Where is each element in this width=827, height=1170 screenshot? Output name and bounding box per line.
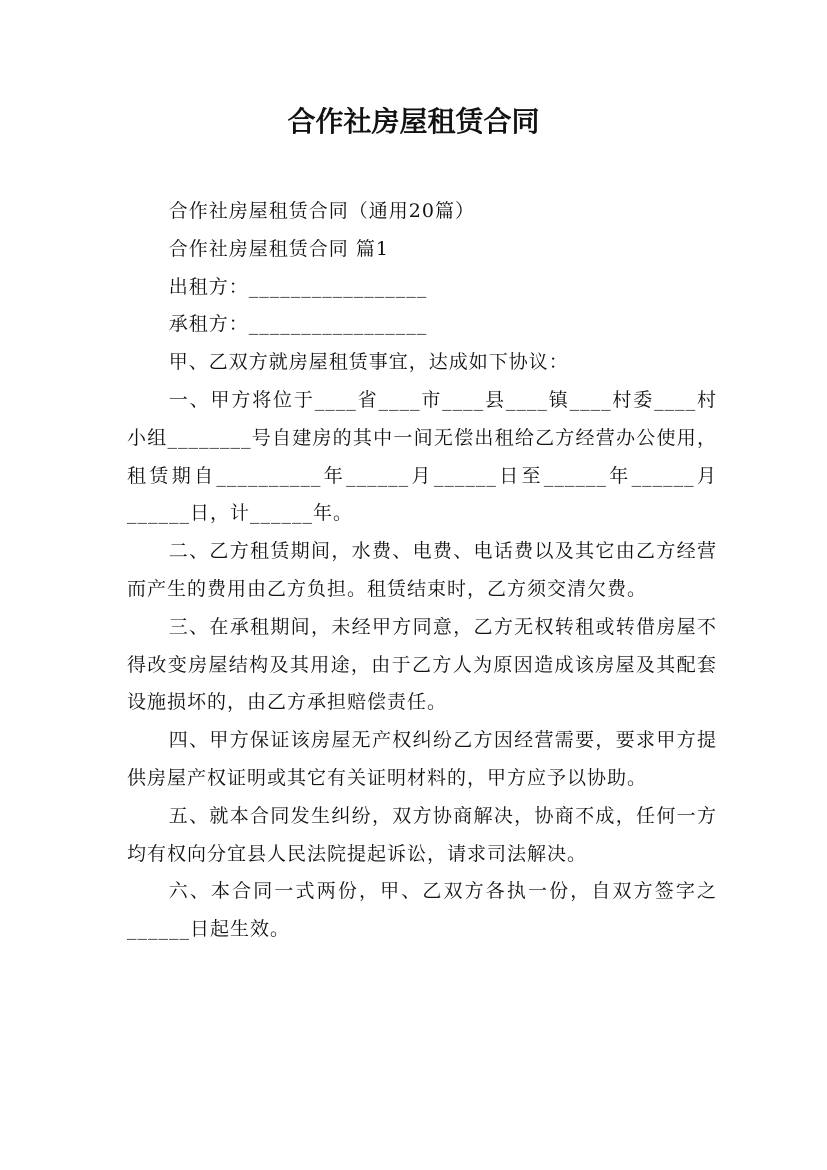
paragraph-section-heading: 合作社房屋租赁合同 篇1	[168, 237, 389, 260]
paragraph-lessee: 承租方：_________________	[168, 313, 428, 336]
paragraph-intro: 甲、乙双方就房屋租赁事宜，达成如下协议：	[168, 351, 569, 374]
paragraph-clause-3: 三、在承租期间，未经甲方同意，乙方无权转租或转借房屋不得改变房屋结构及其用途，由于乙方人为原因造成该房屋及其配套设施损坏的，由乙方承担赔偿责任。	[127, 615, 717, 714]
paragraph-clause-1: 一、甲方将位于____省____市____县____镇____村委____村小组________号自建房的其中一间无偿出租给乙方经营办公使用，租赁期自__________年______月______日至______年______月______日，计______年。	[127, 388, 717, 525]
paragraph-clause-5: 五、就本合同发生纠纷，双方协商解决，协商不成，任何一方均有权向分宜县人民法院提起诉讼，请求司法解决。	[127, 804, 717, 865]
paragraph-subtitle: 合作社房屋租赁合同（通用20篇）	[168, 200, 475, 222]
paragraph-clause-4: 四、甲方保证该房屋无产权纠纷乙方因经营需要，要求甲方提供房屋产权证明或其它有关证明材料的，甲方应予以协助。	[127, 729, 717, 789]
paragraph-clause-2: 二、乙方租赁期间，水费、电费、电话费以及其它由乙方经营而产生的费用由乙方负担。租赁结束时，乙方须交清欠费。	[127, 540, 717, 600]
paragraph-lessor: 出租方：_________________	[168, 275, 428, 298]
paragraph-clause-6: 六、本合同一式两份，甲、乙双方各执一份，自双方签字之______日起生效。	[127, 880, 717, 941]
document-body	[127, 193, 717, 949]
document-title: 合作社房屋租赁合同	[287, 105, 540, 138]
